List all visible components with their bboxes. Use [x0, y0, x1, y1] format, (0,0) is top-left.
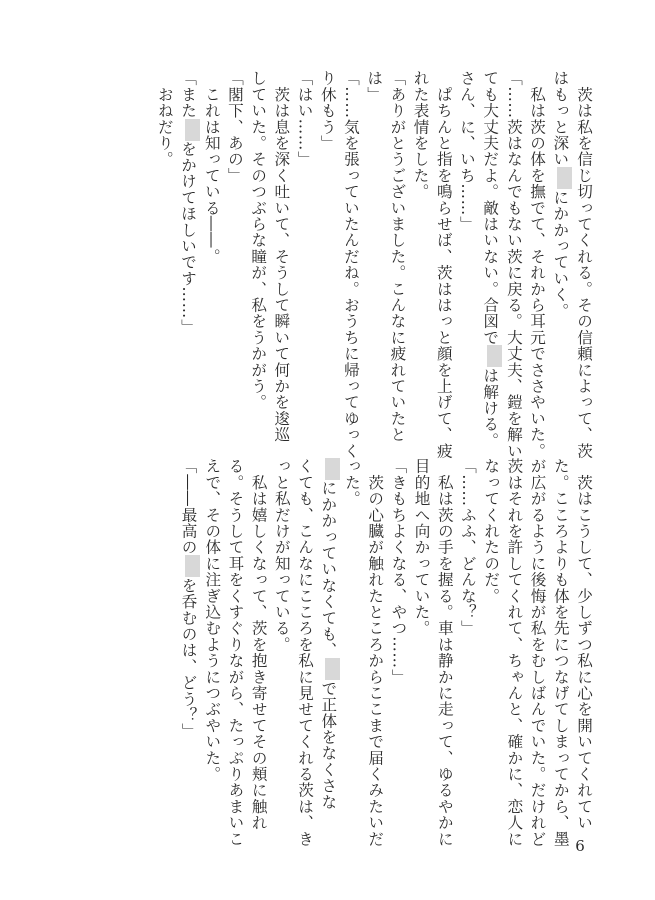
text-segment: くても、こんなにこころを私に見せてくれる茨は、き [296, 458, 315, 847]
text-segment: さん、に、いち……」 [457, 70, 476, 232]
text-line [408, 70, 431, 415]
text-line [200, 458, 223, 828]
text-segment: る。そうして耳をくすぐりながら、たっぷりあまいこ [226, 458, 245, 847]
text-segment: にかかっていなくても、 [319, 480, 338, 659]
text-segment: ぱちんと指を鳴らせば、茨ははっと顔を上げて、疲 [434, 70, 453, 459]
text-segment: 「……茨はなんでもない茨に戻る。大丈夫、鎧を解い [504, 70, 523, 459]
redaction-mark [325, 658, 340, 680]
text-line [176, 458, 200, 828]
text-line [502, 458, 525, 847]
text-line [479, 458, 502, 828]
text-segment: れた表情をした。 [411, 70, 430, 200]
text-segment: り休もう」 [318, 70, 337, 151]
text-segment: は」 [365, 70, 384, 103]
text-segment: おねだり。 [155, 70, 174, 168]
redaction-mark [185, 555, 200, 577]
text-line [478, 70, 502, 449]
text-segment: はもっと深い [551, 70, 570, 168]
text-segment: 茨はそれを許してくれて、ちゃんと、確かに、恋人に [505, 458, 524, 847]
text-line [432, 70, 455, 459]
text-line [200, 70, 223, 415]
top-text-block [139, 70, 595, 459]
text-segment: 「――最高の [179, 458, 198, 556]
text-line [363, 458, 386, 847]
redaction-mark [185, 119, 200, 141]
text-line [409, 458, 432, 828]
text-segment: 茨は私を信じ切ってくれる。その信頼によって、茨 [575, 70, 593, 459]
text-line [433, 458, 456, 847]
redaction-mark [325, 458, 340, 480]
text-line [316, 458, 340, 828]
text-segment: 「閣下、あの」 [225, 70, 244, 184]
text-line [362, 70, 385, 415]
text-segment: 「きもちよくなる、やつ……」 [389, 458, 408, 685]
redaction-mark [557, 167, 572, 189]
text-line [223, 458, 246, 847]
text-line [316, 70, 339, 415]
text-segment: 私は茨の体を撫でて、それから耳元でささやいた。 [528, 70, 547, 459]
text-line [386, 458, 409, 828]
text-segment: 茨の心臓が触れたところからここまで届くみたいだ [366, 458, 385, 847]
text-line [525, 70, 548, 459]
page-number: 6 [575, 837, 585, 855]
text-segment: った。 [342, 458, 361, 507]
text-segment: なってくれたのだ。 [482, 458, 501, 604]
text-segment: が広がるように後悔が私をむしばんでいた。だけれど [528, 458, 547, 847]
text-line [176, 70, 200, 415]
text-line [385, 70, 408, 443]
text-segment: 「また [179, 70, 198, 119]
text-segment: 「……ふふ、どんな？」 [458, 458, 477, 637]
text-line [153, 70, 176, 415]
text-line [269, 70, 292, 443]
bottom-text-block [139, 458, 595, 847]
redaction-mark [487, 345, 502, 367]
text-segment: 茨は息を深く吐いて、そうして瞬いて何かを逡巡 [272, 70, 291, 443]
text-line [246, 458, 269, 831]
text-line [292, 70, 315, 415]
text-segment: していた。そのつぶらな瞳が、私をうかがう。 [249, 70, 268, 411]
text-line [270, 458, 293, 828]
text-line [223, 70, 246, 415]
text-line [456, 458, 479, 828]
text-line [246, 70, 269, 415]
text-segment: これは知っている――。 [202, 70, 221, 265]
text-segment: ても大丈夫だよ。敵はいない。合図で [481, 70, 500, 346]
text-segment: 私は嬉しくなって、茨を抱き寄せてその頬に触れ [249, 458, 268, 831]
text-line [548, 70, 572, 415]
text-line [455, 70, 478, 415]
text-segment: 茨はこうして、少しずつ私に心を開いてくれてい [575, 458, 593, 831]
text-segment: は解ける。 [481, 367, 500, 449]
text-segment: を呑むのは、どう？」 [179, 577, 198, 740]
text-line [339, 70, 362, 459]
text-segment: 「はい……」 [295, 70, 314, 168]
text-segment: っと私だけが知っている。 [272, 458, 291, 653]
text-line [525, 458, 548, 847]
text-line [293, 458, 316, 847]
text-segment: にかかっていく。 [551, 189, 570, 319]
text-segment: た。こころよりも体を先につなげてしまってから、墨 [551, 458, 570, 847]
text-segment: 目的地へ向かっていた。 [412, 458, 431, 637]
text-segment: で正体をなくさな [319, 680, 338, 810]
text-line [572, 70, 595, 459]
text-segment: えで、その体に注ぎ込むようにつぶやいた。 [203, 458, 222, 782]
text-line [572, 458, 595, 831]
text-line [549, 458, 572, 847]
text-line [340, 458, 363, 828]
text-segment: 私は茨の手を握る。車は静かに走って、ゆるやかに [435, 458, 454, 847]
text-line [502, 70, 525, 459]
text-segment: 「……気を張っていたんだね。おうちに帰ってゆっく [341, 70, 360, 459]
text-segment: をかけてほしいです……」 [179, 140, 198, 335]
text-segment: 「ありがとうございました。こんなに疲れていたと [388, 70, 407, 443]
